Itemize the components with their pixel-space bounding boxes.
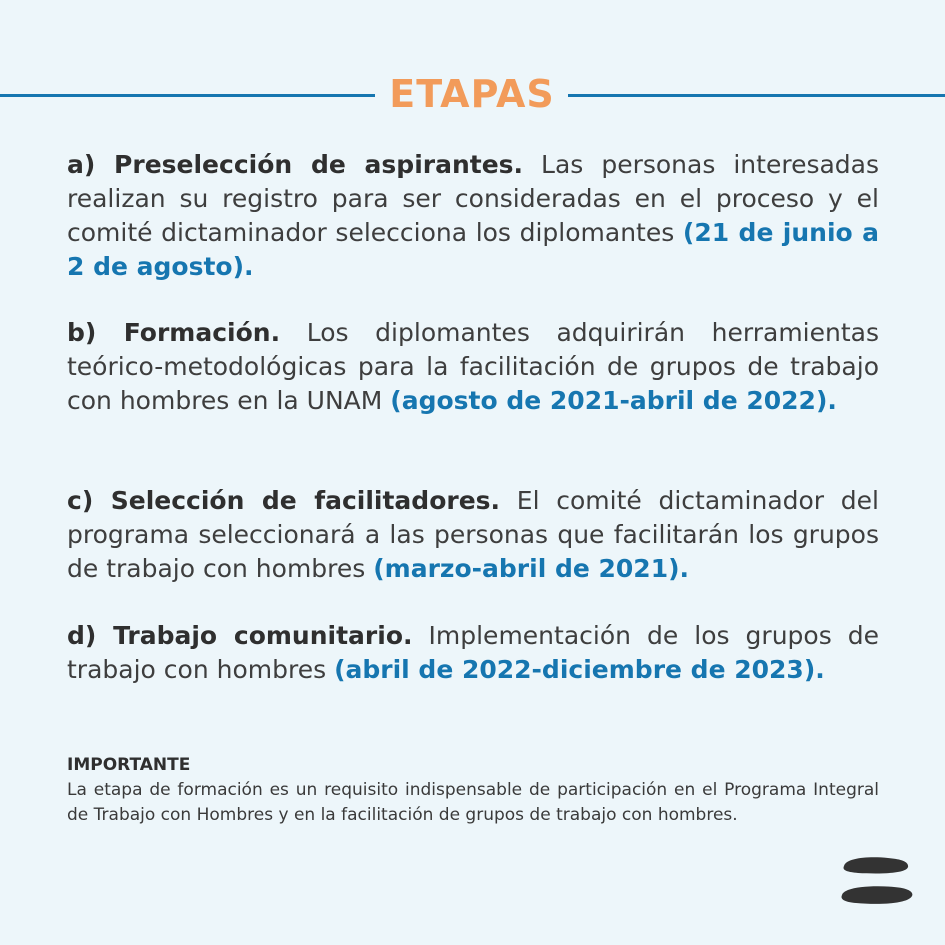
stage-item-b bbox=[67, 316, 879, 418]
stage-date: (21 de junio a 2 de agosto). bbox=[67, 218, 879, 281]
stage-description: El comité dictaminador del programa seleccionará a las personas que facilitarán los grupos de trabajo con hombres bbox=[67, 486, 879, 583]
stage-date: (abril de 2022-diciembre de 2023). bbox=[334, 655, 825, 684]
stage-description: Las personas interesadas realizan su registro para ser consideradas en el proceso y el comité dictaminador selecciona los diplomantes bbox=[67, 150, 880, 247]
section-header bbox=[0, 70, 945, 120]
stage-description: Implementación de los grupos de trabajo con hombres bbox=[67, 621, 879, 684]
header-divider-left bbox=[0, 94, 375, 97]
brand-logo-icon bbox=[838, 852, 914, 908]
page-title: ETAPAS bbox=[389, 72, 555, 116]
stage-date: (marzo-abril de 2021). bbox=[373, 554, 690, 583]
stage-item-c bbox=[67, 484, 879, 586]
logo-upper-stroke bbox=[844, 857, 909, 873]
stage-date: (agosto de 2021-abril de 2022). bbox=[390, 386, 837, 415]
stage-description: Los diplomantes adquirirán herramientas teórico-metodológicas para la facilitación de grupos de trabajo con hombres en la UNAM bbox=[67, 318, 879, 415]
logo-lower-stroke bbox=[842, 886, 913, 904]
stage-label: a) Preselección de aspirantes. bbox=[67, 150, 524, 179]
important-text: La etapa de formación es un requisito indispensable de participación en el Programa Integral de Trabajo con Hombres y en la facilitación de grupos de trabajo con hombres. bbox=[67, 780, 879, 825]
important-note bbox=[67, 753, 879, 828]
stage-label: d) Trabajo comunitario. bbox=[67, 621, 413, 650]
header-divider-right bbox=[568, 94, 945, 97]
stage-item-a bbox=[67, 148, 879, 284]
stage-label: b) Formación. bbox=[67, 318, 281, 347]
stage-label: c) Selección de facilitadores. bbox=[67, 486, 501, 515]
important-title: IMPORTANTE bbox=[67, 755, 191, 775]
stage-item-d bbox=[67, 619, 879, 687]
